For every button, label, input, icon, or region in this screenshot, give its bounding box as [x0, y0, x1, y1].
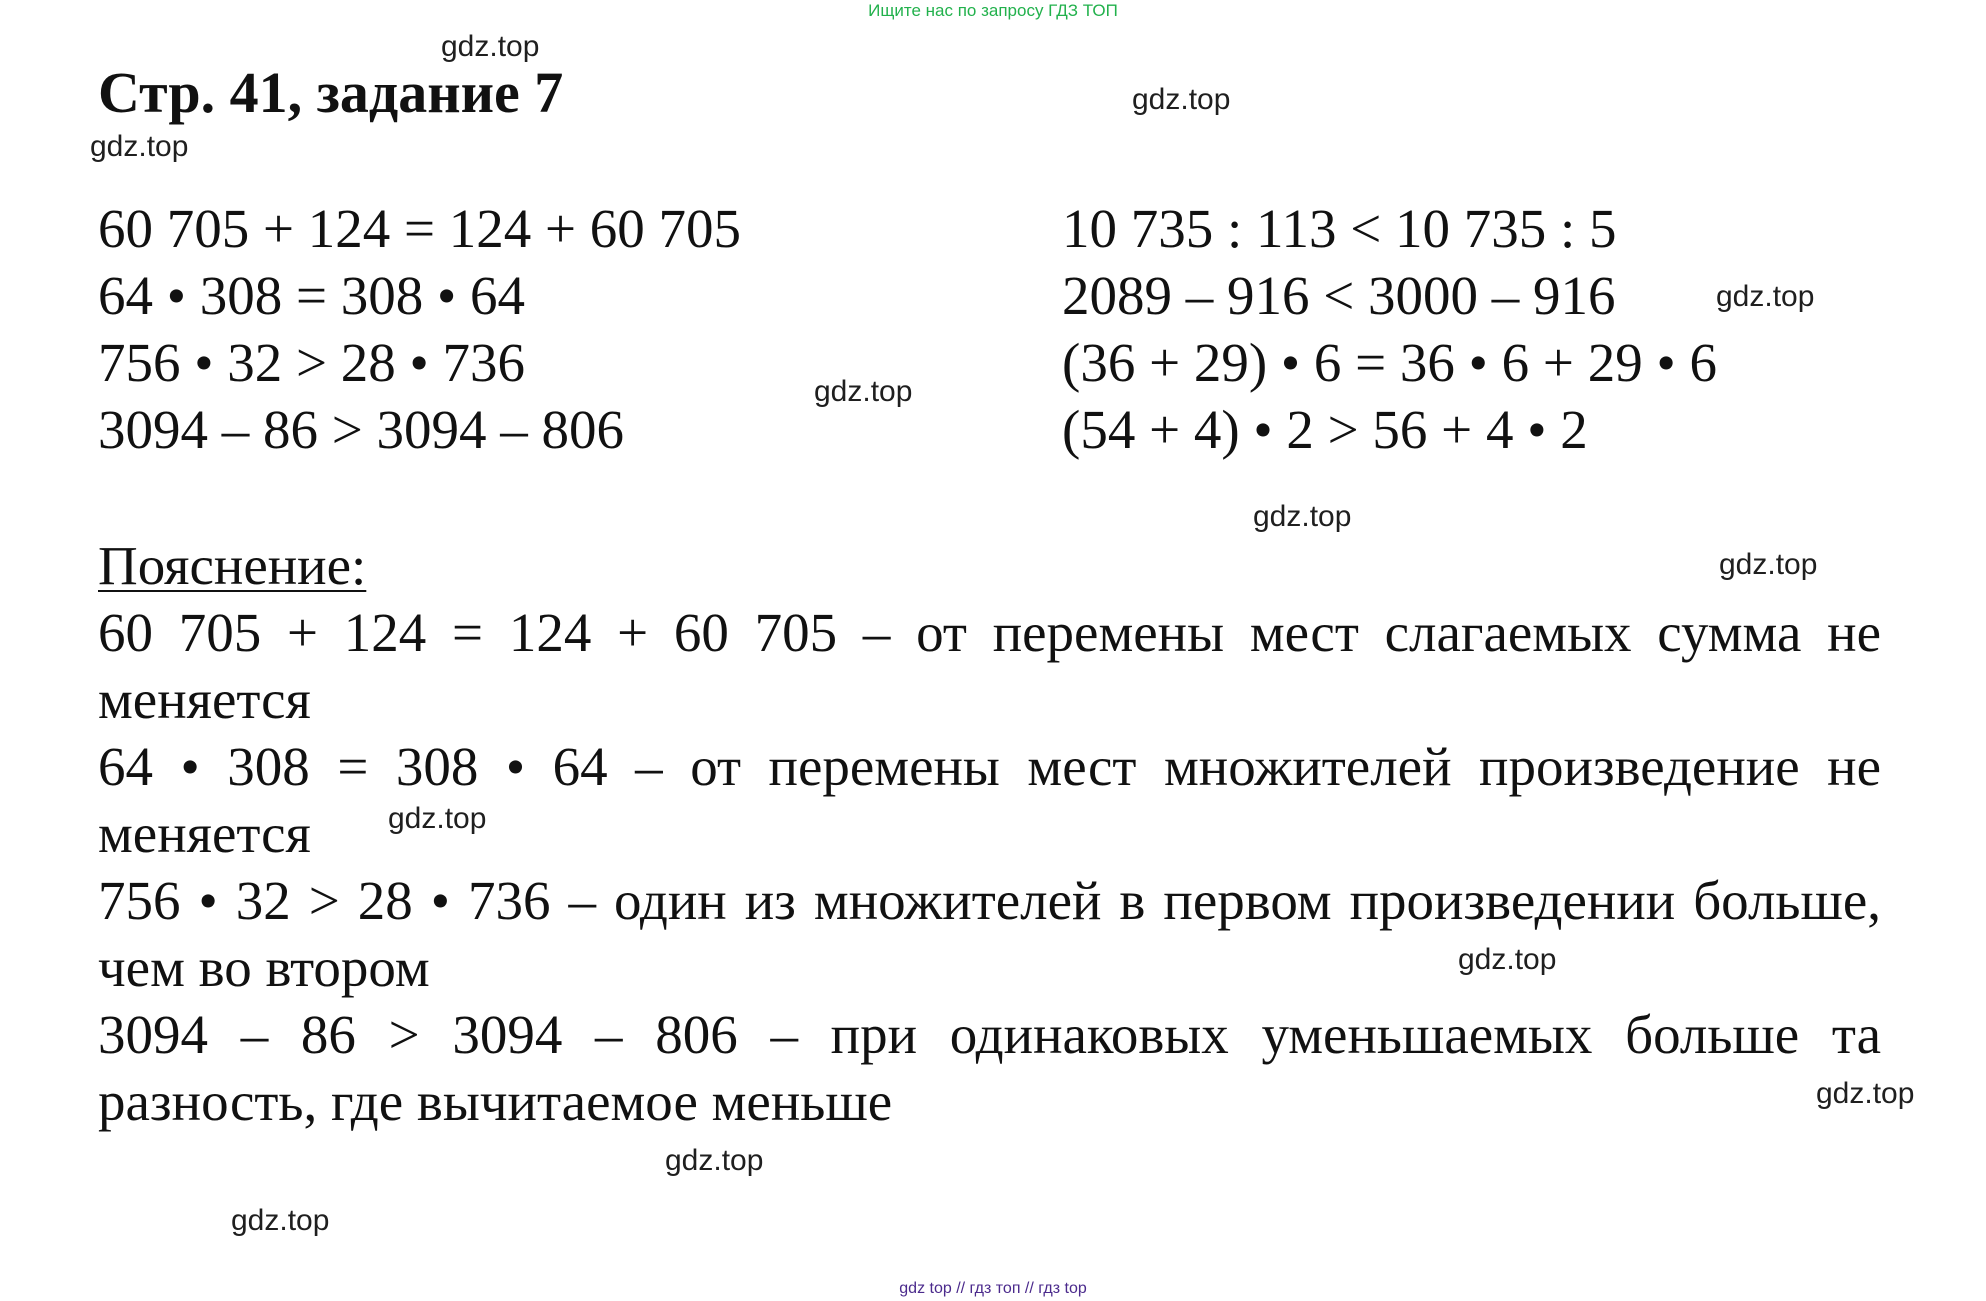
explanation-heading: Пояснение:	[98, 535, 367, 596]
explanation-item: 60 705 + 124 = 124 + 60 705 – от перемены мест слагаемых сумма не меняется	[98, 602, 1881, 730]
explanation-item: 3094 – 86 > 3094 – 806 – при одинаковых уменьшаемых больше та разность, где вычитаемое меньше	[98, 1004, 1881, 1132]
equation-line: 756 • 32 > 28 • 736	[98, 332, 526, 393]
watermark: gdz.top	[1816, 1077, 1915, 1110]
explanation-section	[98, 532, 1881, 1135]
watermark: gdz.top	[1132, 83, 1231, 116]
equation-line: (36 + 29) • 6 = 36 • 6 + 29 • 6	[1062, 332, 1717, 393]
watermark: gdz.top	[441, 30, 540, 63]
equation-line: 64 • 308 = 308 • 64	[98, 265, 526, 326]
equation-line: (54 + 4) • 2 > 56 + 4 • 2	[1062, 399, 1588, 460]
top-banner: Ищите нас по запросу ГДЗ ТОП	[868, 1, 1118, 20]
equation-line: 60 705 + 124 = 124 + 60 705	[98, 198, 742, 259]
equation-line: 2089 – 916 < 3000 – 916	[1062, 265, 1616, 326]
explanation-item: 756 • 32 > 28 • 736 – один из множителей в первом произведении больше, чем во втором	[98, 870, 1881, 998]
watermark: gdz.top	[1253, 500, 1352, 533]
footer-links: gdz top // гдз топ // гдз top	[899, 1280, 1087, 1297]
page-title: Стр. 41, задание 7	[98, 60, 564, 125]
equations-left-column	[98, 195, 741, 463]
watermark: gdz.top	[231, 1204, 330, 1237]
watermark: gdz.top	[1716, 280, 1815, 313]
watermark: gdz.top	[814, 375, 913, 408]
watermark: gdz.top	[665, 1144, 764, 1177]
watermark: gdz.top	[1458, 943, 1557, 976]
equations-right-column	[1062, 195, 1717, 463]
watermark: gdz.top	[388, 802, 487, 835]
watermark: gdz.top	[1719, 548, 1818, 581]
explanation-item: 64 • 308 = 308 • 64 – от перемены мест множителей произведение не меняется	[98, 736, 1881, 864]
equation-line: 10 735 : 113 < 10 735 : 5	[1062, 198, 1617, 259]
watermark: gdz.top	[90, 130, 189, 163]
equation-line: 3094 – 86 > 3094 – 806	[98, 399, 625, 460]
